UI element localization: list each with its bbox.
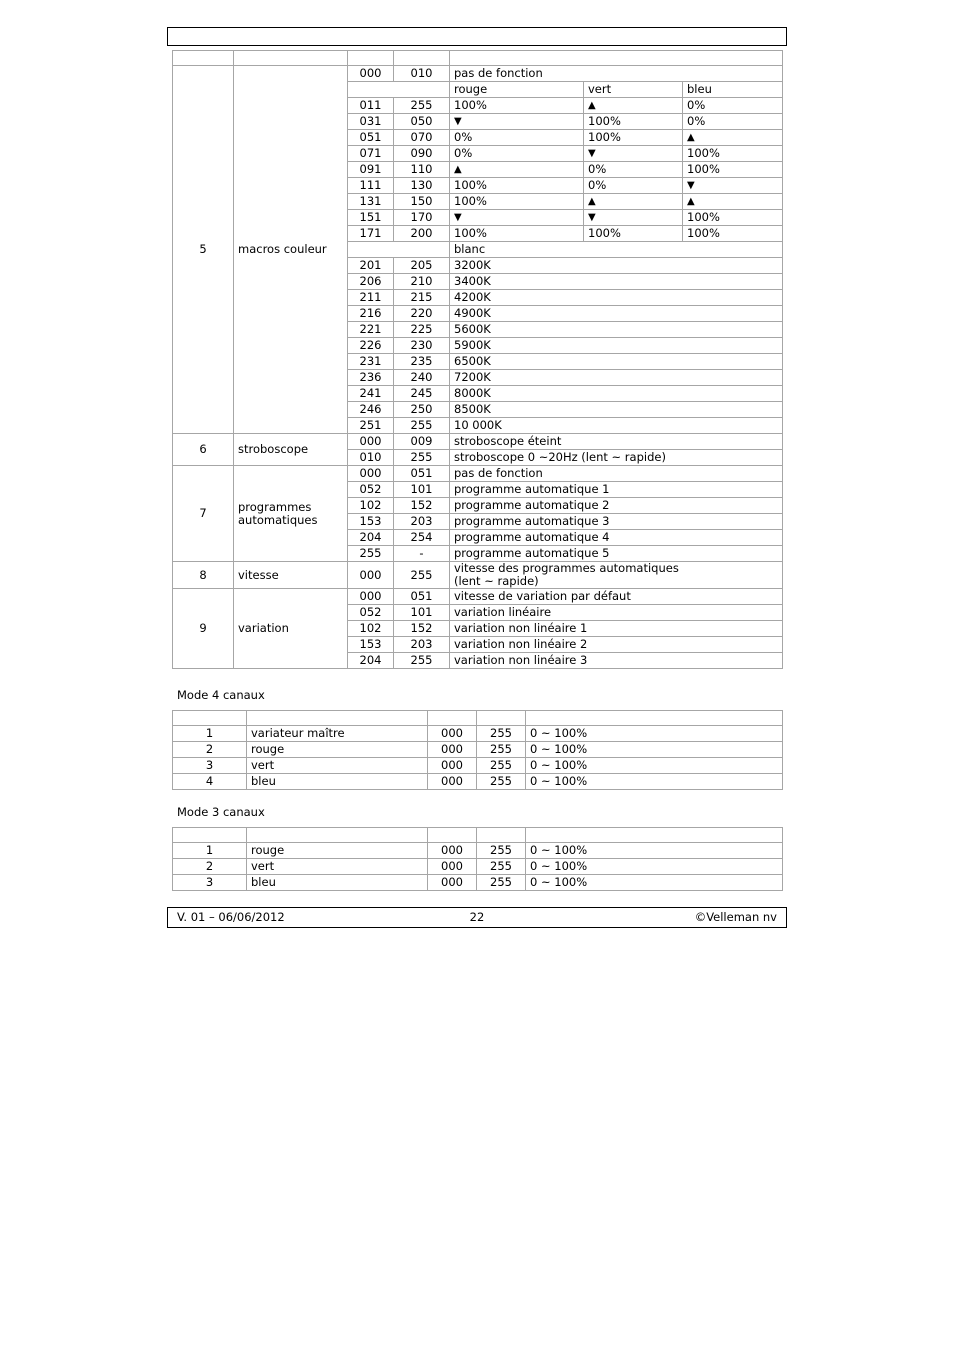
channel-number: 3 (173, 875, 247, 891)
color-value: 0% (450, 146, 584, 162)
range-description: 5600K (450, 322, 783, 338)
range-to: 240 (394, 370, 450, 386)
range-to: 230 (394, 338, 450, 354)
range-to: 255 (477, 758, 526, 774)
channel-function: bleu (247, 774, 428, 790)
range-to: 200 (394, 226, 450, 242)
channel-function-line: programmes (238, 499, 312, 514)
range-from: 052 (348, 605, 394, 621)
range-from: 204 (348, 530, 394, 546)
channel-function (234, 466, 348, 562)
range-description: 0 ~ 100% (526, 859, 783, 875)
range-description: 0 ~ 100% (526, 774, 783, 790)
channel-function-line: automatiques (238, 512, 318, 527)
range-from: 071 (348, 146, 394, 162)
header-cell (428, 828, 477, 843)
mode3-caption: Mode 3 canaux (177, 805, 265, 819)
table-header-row (173, 711, 783, 726)
range-description: programme automatique 1 (450, 482, 783, 498)
range-from: 236 (348, 370, 394, 386)
range-from: 111 (348, 178, 394, 194)
range-to: 220 (394, 306, 450, 322)
channel-function: variation (234, 589, 348, 669)
table-row (173, 843, 783, 859)
color-value: 100% (450, 178, 584, 194)
range-from: 011 (348, 98, 394, 114)
header-cell (477, 828, 526, 843)
range-from: 204 (348, 653, 394, 669)
table-row (173, 758, 783, 774)
color-value: 0% (450, 130, 584, 146)
range-description: programme automatique 3 (450, 514, 783, 530)
header-cell (526, 711, 783, 726)
channel-function: rouge (247, 843, 428, 859)
range-to: 051 (394, 466, 450, 482)
header-cell (234, 51, 348, 66)
triangle-up-icon: ▲ (683, 194, 783, 210)
channel-number: 9 (173, 589, 234, 669)
range-from: 153 (348, 514, 394, 530)
empty-cell (348, 82, 450, 98)
range-to: 170 (394, 210, 450, 226)
range-description: programme automatique 5 (450, 546, 783, 562)
range-from: 000 (428, 758, 477, 774)
header-cell (348, 51, 394, 66)
triangle-up-icon: ▲ (683, 130, 783, 146)
range-to: 152 (394, 498, 450, 514)
range-description (450, 562, 783, 589)
range-description: 0 ~ 100% (526, 742, 783, 758)
channel-number: 3 (173, 758, 247, 774)
range-from: 201 (348, 258, 394, 274)
channel-function: macros couleur (234, 66, 348, 434)
range-to: 255 (477, 843, 526, 859)
range-description: variation non linéaire 2 (450, 637, 783, 653)
range-from: 102 (348, 621, 394, 637)
triangle-up-icon: ▲ (584, 194, 683, 210)
footer-copyright: ©Velleman nv (694, 910, 777, 924)
range-description: 0 ~ 100% (526, 726, 783, 742)
channel-number: 1 (173, 843, 247, 859)
color-value: 100% (683, 146, 783, 162)
range-to: 255 (477, 875, 526, 891)
range-description: stroboscope 0 ~20Hz (lent ~ rapide) (450, 450, 783, 466)
range-from: 131 (348, 194, 394, 210)
range-description: 8000K (450, 386, 783, 402)
description-line: (lent ~ rapide) (454, 574, 539, 588)
range-to: 225 (394, 322, 450, 338)
range-from: 153 (348, 637, 394, 653)
color-header-blue: bleu (683, 82, 783, 98)
range-description: stroboscope éteint (450, 434, 783, 450)
color-header-red: rouge (450, 82, 584, 98)
range-to: 255 (477, 859, 526, 875)
color-value: 0% (584, 178, 683, 194)
range-description: variation non linéaire 1 (450, 621, 783, 637)
range-description: 10 000K (450, 418, 783, 434)
table-row (173, 434, 783, 450)
range-description: 0 ~ 100% (526, 843, 783, 859)
channel-function: vert (247, 859, 428, 875)
table-row (173, 562, 783, 589)
range-description: 7200K (450, 370, 783, 386)
channel-function: variateur maître (247, 726, 428, 742)
range-from: 206 (348, 274, 394, 290)
empty-cell (348, 242, 450, 258)
color-header-green: vert (584, 82, 683, 98)
table-row (173, 742, 783, 758)
range-from: 241 (348, 386, 394, 402)
range-description: 0 ~ 100% (526, 875, 783, 891)
color-value: 100% (584, 114, 683, 130)
range-description: programme automatique 4 (450, 530, 783, 546)
channel-table-mode3 (172, 827, 783, 891)
range-to: 010 (394, 66, 450, 82)
header-cell (526, 828, 783, 843)
range-from: 031 (348, 114, 394, 130)
channel-function: rouge (247, 742, 428, 758)
range-from: 255 (348, 546, 394, 562)
color-value: 100% (683, 162, 783, 178)
color-value: 100% (683, 210, 783, 226)
range-description: 4200K (450, 290, 783, 306)
range-from: 246 (348, 402, 394, 418)
range-description: 4900K (450, 306, 783, 322)
range-from: 000 (428, 843, 477, 859)
range-to: 101 (394, 605, 450, 621)
range-from: 010 (348, 450, 394, 466)
range-to: 210 (394, 274, 450, 290)
range-to: 255 (394, 418, 450, 434)
channel-number: 8 (173, 562, 234, 589)
table-row (173, 875, 783, 891)
range-to: - (394, 546, 450, 562)
range-to: 009 (394, 434, 450, 450)
triangle-down-icon: ▼ (450, 114, 584, 130)
range-description: 5900K (450, 338, 783, 354)
channel-table-main (172, 50, 783, 669)
channel-number: 5 (173, 66, 234, 434)
range-description: 8500K (450, 402, 783, 418)
page-header-box (167, 27, 787, 46)
table-header-row (173, 828, 783, 843)
color-value: 0% (584, 162, 683, 178)
color-value: 100% (450, 98, 584, 114)
range-from: 051 (348, 130, 394, 146)
description-line: vitesse des programmes automatiques (454, 561, 679, 575)
range-to: 255 (477, 742, 526, 758)
triangle-up-icon: ▲ (584, 98, 683, 114)
range-from: 000 (348, 466, 394, 482)
table-row (173, 859, 783, 875)
channel-function: vert (247, 758, 428, 774)
range-from: 211 (348, 290, 394, 306)
range-to: 090 (394, 146, 450, 162)
header-cell (450, 51, 783, 66)
range-from: 231 (348, 354, 394, 370)
mode4-caption: Mode 4 canaux (177, 688, 265, 702)
range-description: 6500K (450, 354, 783, 370)
channel-number: 2 (173, 742, 247, 758)
range-from: 000 (428, 859, 477, 875)
triangle-up-icon: ▲ (450, 162, 584, 178)
range-to: 255 (394, 562, 450, 589)
range-from: 151 (348, 210, 394, 226)
range-description: 3200K (450, 258, 783, 274)
range-to: 255 (394, 653, 450, 669)
range-from: 102 (348, 498, 394, 514)
range-from: 221 (348, 322, 394, 338)
table-row (173, 66, 783, 82)
channel-number: 4 (173, 774, 247, 790)
color-value: 0% (683, 114, 783, 130)
range-from: 000 (428, 774, 477, 790)
range-from: 091 (348, 162, 394, 178)
header-cell (394, 51, 450, 66)
range-from: 000 (348, 66, 394, 82)
range-to: 205 (394, 258, 450, 274)
range-to: 250 (394, 402, 450, 418)
range-description: variation linéaire (450, 605, 783, 621)
range-description: 3400K (450, 274, 783, 290)
color-value: 100% (450, 194, 584, 210)
channel-number: 1 (173, 726, 247, 742)
channel-number: 6 (173, 434, 234, 466)
channel-number: 2 (173, 859, 247, 875)
color-value: 100% (584, 130, 683, 146)
range-to: 152 (394, 621, 450, 637)
channel-function: vitesse (234, 562, 348, 589)
range-from: 000 (428, 875, 477, 891)
table-row (173, 466, 783, 482)
header-cell (428, 711, 477, 726)
channel-function: stroboscope (234, 434, 348, 466)
header-cell (173, 828, 247, 843)
range-to: 050 (394, 114, 450, 130)
range-to: 255 (477, 726, 526, 742)
color-value: 0% (683, 98, 783, 114)
header-cell (247, 711, 428, 726)
range-from: 226 (348, 338, 394, 354)
range-from: 171 (348, 226, 394, 242)
triangle-down-icon: ▼ (584, 146, 683, 162)
channel-function: bleu (247, 875, 428, 891)
table-header-row (173, 51, 783, 66)
range-from: 251 (348, 418, 394, 434)
header-cell (247, 828, 428, 843)
header-cell (477, 711, 526, 726)
range-to: 130 (394, 178, 450, 194)
table-row (173, 774, 783, 790)
range-to: 150 (394, 194, 450, 210)
header-cell (173, 711, 247, 726)
range-to: 215 (394, 290, 450, 306)
range-description: programme automatique 2 (450, 498, 783, 514)
white-label: blanc (450, 242, 783, 258)
header-cell (173, 51, 234, 66)
page-footer (167, 907, 787, 928)
range-description: vitesse de variation par défaut (450, 589, 783, 605)
range-to: 070 (394, 130, 450, 146)
triangle-down-icon: ▼ (450, 210, 584, 226)
range-from: 000 (348, 589, 394, 605)
range-description: pas de fonction (450, 66, 783, 82)
range-to: 203 (394, 637, 450, 653)
footer-version: V. 01 – 06/06/2012 (177, 910, 285, 924)
range-to: 255 (477, 774, 526, 790)
range-to: 110 (394, 162, 450, 178)
color-value: 100% (584, 226, 683, 242)
range-description: variation non linéaire 3 (450, 653, 783, 669)
range-to: 255 (394, 98, 450, 114)
triangle-down-icon: ▼ (584, 210, 683, 226)
table-row (173, 726, 783, 742)
range-to: 245 (394, 386, 450, 402)
range-to: 101 (394, 482, 450, 498)
range-to: 254 (394, 530, 450, 546)
range-from: 216 (348, 306, 394, 322)
range-from: 000 (428, 726, 477, 742)
color-value: 100% (450, 226, 584, 242)
range-description: 0 ~ 100% (526, 758, 783, 774)
range-from: 000 (428, 742, 477, 758)
range-to: 203 (394, 514, 450, 530)
range-to: 051 (394, 589, 450, 605)
range-from: 000 (348, 434, 394, 450)
color-value: 100% (683, 226, 783, 242)
table-row (173, 589, 783, 605)
channel-number: 7 (173, 466, 234, 562)
triangle-down-icon: ▼ (683, 178, 783, 194)
range-to: 235 (394, 354, 450, 370)
range-from: 052 (348, 482, 394, 498)
footer-page-number: 22 (469, 910, 485, 924)
range-from: 000 (348, 562, 394, 589)
channel-table-mode4 (172, 710, 783, 790)
range-to: 255 (394, 450, 450, 466)
range-description: pas de fonction (450, 466, 783, 482)
